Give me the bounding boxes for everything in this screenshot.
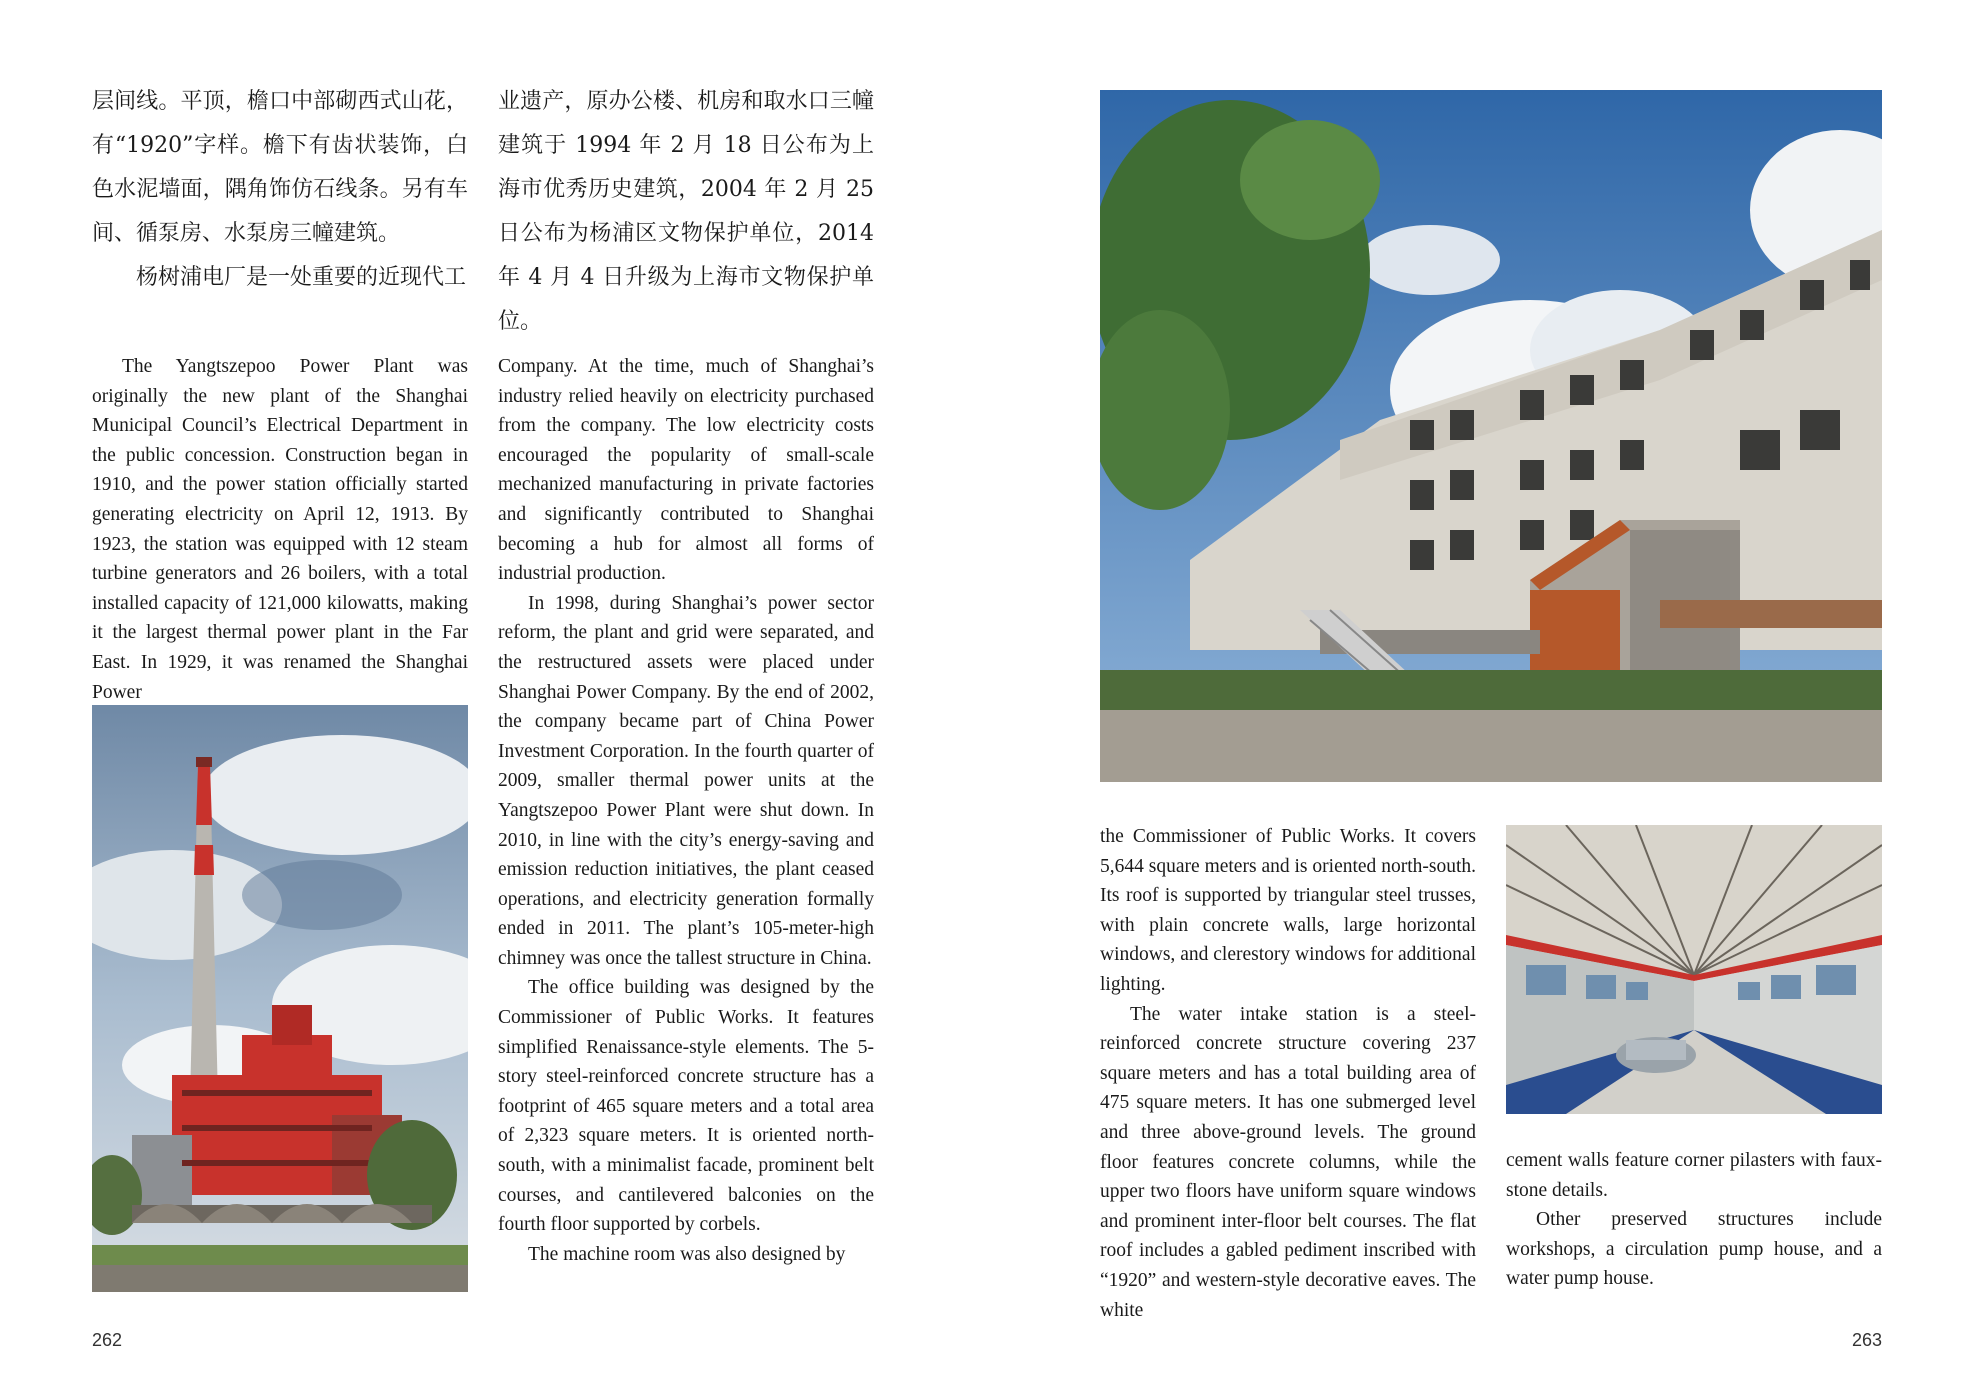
english-paragraph: The machine room was also designed by xyxy=(528,1243,846,1265)
english-paragraph: In 1998, during Shanghai’s power sector reform, the plant and grid were separated, and the restructured assets were placed under Shanghai Power Company. By the end of 2002, the company became part of China Power Investment Corporation. In the fourth quarter of 2009, smaller thermal power units at the Yangtszepoo Power Plant were shut down. In 2010, in line with the city’s energy-saving and emission reduction initiatives, the plant ceased operations, and electricity generation formally ended in 2011. The plant’s 105-meter-high chimney was once the tallest structure in China. xyxy=(498,592,874,969)
english-column-right-2 xyxy=(1506,1146,1882,1294)
english-paragraph: Other preserved structures include workshops, a circulation pump house, and a water pump house. xyxy=(1506,1209,1882,1290)
page-number-right: 263 xyxy=(1852,1330,1883,1350)
english-paragraph: The water intake station is a steel-reinforced concrete structure covering 237 square meters and has a total building area of 475 square meters. It has one submerged level and three above-ground levels. The ground floor features concrete columns, while the upper two floors have uniform square windows and prominent inter-floor belt courses. The flat roof includes a gabled pediment inscribed with “1920” and western-style decorative eaves. The white xyxy=(1100,1003,1476,1321)
chinese-paragraph-1: 层间线。平顶，檐口中部砌西式山花，有“1920”字样。檐下有齿状装饰，白色水泥墙面，隅角饰仿石线条。另有车间、循泵房、水泵房三幢建筑。 xyxy=(92,89,468,246)
english-paragraph: Company. At the time, much of Shanghai’s industry relied heavily on electricity purchased from the company. The low electricity costs encouraged the popularity of small-scale mechanized manufacturing in private factories and significantly contributed to Shanghai becoming a hub for almost all forms of industrial production. xyxy=(498,356,874,585)
english-column-right-1 xyxy=(1100,822,1476,1325)
english-column-left-2 xyxy=(498,352,874,1269)
chinese-column-2 xyxy=(498,80,874,344)
page-number-left: 262 xyxy=(92,1330,123,1350)
chimney-photo xyxy=(92,705,468,1292)
machine-room-interior-photo xyxy=(1506,825,1882,1114)
english-column-left-1 xyxy=(92,352,468,707)
english-paragraph: The Yangtszepoo Power Plant was originally the new plant of the Shanghai Municipal Council’s Electrical Department in the public concession. Construction began in 1910, and the power station officially started generating electricity on April 12, 1913. By 1923, the station was equipped with 12 steam turbine generators and 26 boilers, with a total installed capacity of 121,000 kilowatts, making it the largest thermal power plant in the Far East. In 1929, it was renamed the Shanghai Power xyxy=(92,356,468,703)
chinese-paragraph-2-start: 杨树浦电厂是一处重要的近现代工 xyxy=(136,265,467,290)
chinese-paragraph-2-continued: 业遗产，原办公楼、机房和取水口三幢建筑于 1994 年 2 月 18 日公布为上海市优秀历史建筑，2004 年 2 月 25 日公布为杨浦区文物保护单位，2014 年 4 月 4 日升级为上海市文物保护单位。 xyxy=(498,89,874,334)
office-building-photo xyxy=(1100,90,1882,782)
chinese-column-1 xyxy=(92,80,468,300)
english-paragraph: The office building was designed by the Commissioner of Public Works. It features simplified Renaissance-style elements. The 5-story steel-reinforced concrete structure has a footprint of 465 square meters and a total area of 2,323 square meters. It is oriented north-south, with a minimalist facade, prominent belt courses, and cantilevered balconies on the fourth floor supported by corbels. xyxy=(498,977,874,1236)
english-paragraph: the Commissioner of Public Works. It covers 5,644 square meters and is oriented north-south. Its roof is supported by triangular steel trusses, with plain concrete walls, large horizontal windows, and clerestory windows for additional lighting. xyxy=(1100,826,1476,995)
english-paragraph: cement walls feature corner pilasters with faux-stone details. xyxy=(1506,1150,1882,1201)
